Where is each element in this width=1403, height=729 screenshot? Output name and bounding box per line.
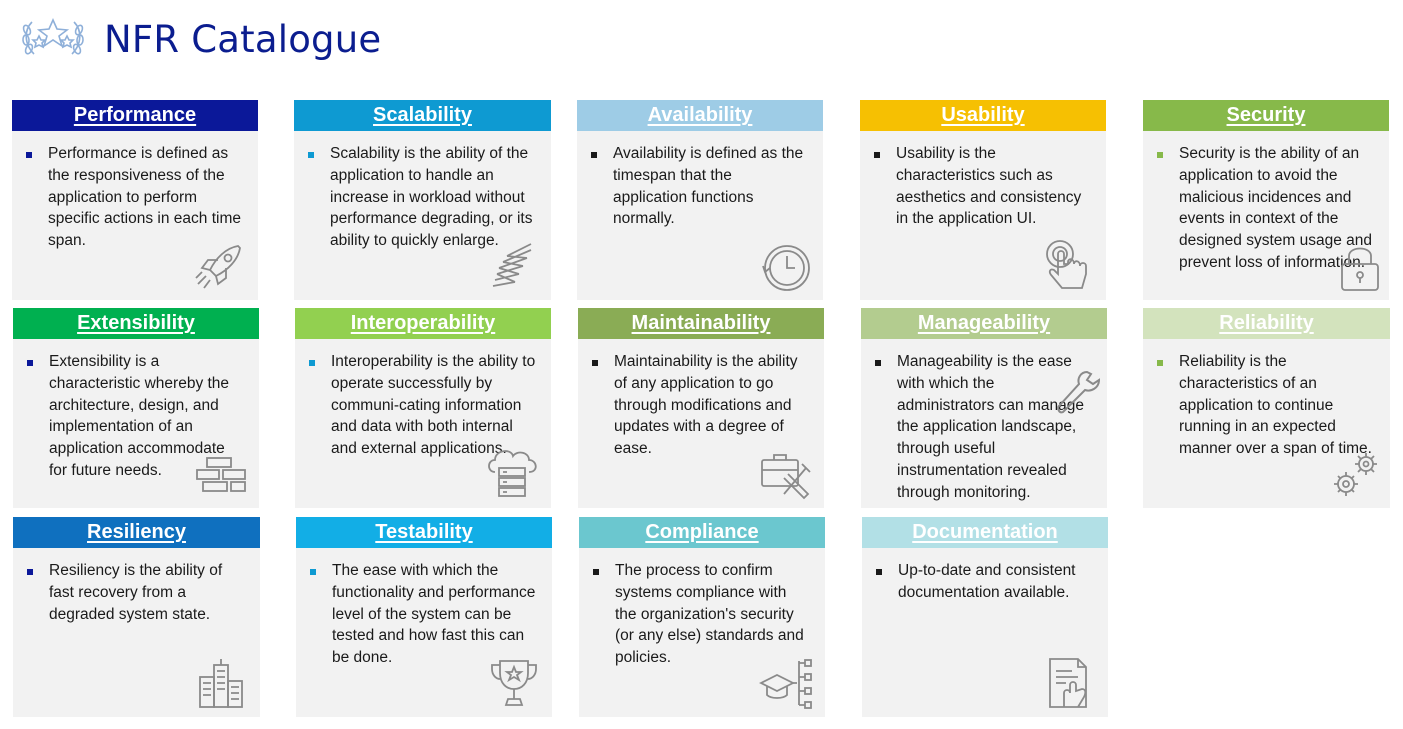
spring-icon — [485, 238, 541, 294]
card-title: Maintainability — [578, 308, 824, 339]
nfr-card-availability — [577, 100, 823, 300]
bullet — [592, 360, 598, 366]
nfr-card-security — [1143, 100, 1389, 300]
nfr-card-interoperability — [295, 308, 551, 508]
nfr-card-maintainability — [578, 308, 824, 508]
card-description: Performance is defined as the responsiveness of the application to perform specific actions in each time span. — [48, 145, 241, 250]
card-title: Compliance — [579, 517, 825, 548]
card-description: The process to confirm systems compliance with the organization's security (or any else) standards and policies. — [615, 562, 804, 667]
card-title: Testability — [296, 517, 552, 548]
card-title: Reliability — [1143, 308, 1390, 339]
bullet — [876, 569, 882, 575]
bullet — [1157, 360, 1163, 366]
bullet — [593, 569, 599, 575]
card-description: Availability is defined as the timespan that the application functions normally. — [613, 145, 804, 228]
card-title: Scalability — [294, 100, 551, 131]
bullet — [308, 152, 314, 158]
nfr-card-reliability — [1143, 308, 1390, 508]
card-description: Up-to-date and consistent documentation available. — [898, 562, 1076, 601]
card-description: Security is the ability of an application to avoid the malicious incidences and events in context of the designed system usage and prevent loss of information. — [1179, 145, 1373, 271]
nfr-card-testability — [296, 517, 552, 717]
card-title: Interoperability — [295, 308, 551, 339]
page-title: NFR Catalogue — [104, 18, 382, 61]
bullet — [309, 360, 315, 366]
nfr-card-compliance — [579, 517, 825, 717]
bullet — [26, 152, 32, 158]
card-description: Usability is the characteristics such as aesthetics and consistency in the application UI. — [896, 145, 1082, 228]
graduation-hierarchy-icon — [759, 655, 815, 711]
clock-icon — [757, 238, 813, 294]
nfr-card-extensibility — [13, 308, 259, 508]
bullet — [591, 152, 597, 158]
card-title: Usability — [860, 100, 1106, 131]
bullet — [310, 569, 316, 575]
card-title: Documentation — [862, 517, 1108, 548]
card-title: Extensibility — [13, 308, 259, 339]
toolbox-icon — [758, 446, 814, 502]
nfr-card-manageability — [861, 308, 1107, 508]
buildings-icon — [194, 655, 250, 711]
nfr-card-documentation — [862, 517, 1108, 717]
card-description: Maintainability is the ability of any application to go through modifications and updates with a degree of ease. — [614, 353, 798, 458]
card-title: Performance — [12, 100, 258, 131]
gears-icon — [1328, 446, 1384, 502]
card-description: Extensibility is a characteristic whereby the architecture, design, and implementation of an application accommodate for future needs. — [49, 353, 230, 479]
card-title: Security — [1143, 100, 1389, 131]
card-description: Scalability is the ability of the application to handle an increase in workload without performance degrading, or its ability to quickly enlarge. — [330, 145, 533, 250]
bullet — [874, 152, 880, 158]
card-title: Resiliency — [13, 517, 260, 548]
bullet — [27, 569, 33, 575]
document-hand-icon — [1042, 655, 1098, 711]
trophy-icon — [486, 655, 542, 711]
nfr-card-resiliency — [13, 517, 260, 717]
wrench-icon — [1053, 368, 1103, 418]
bullet — [1157, 152, 1163, 158]
touch-hand-icon — [1040, 238, 1096, 294]
card-description: Interoperability is the ability to operate successfully by communi-cating information and data with both internal and external applications. — [331, 353, 536, 458]
bullet — [27, 360, 33, 366]
nfr-card-performance — [12, 100, 258, 300]
nfr-card-usability — [860, 100, 1106, 300]
nfr-card-scalability — [294, 100, 551, 300]
card-title: Availability — [577, 100, 823, 131]
cloud-server-icon — [485, 446, 541, 502]
bullet — [875, 360, 881, 366]
card-title: Manageability — [861, 308, 1107, 339]
padlock-icon — [1337, 242, 1383, 294]
card-description: Resiliency is the ability of fast recovery from a degraded system state. — [49, 562, 223, 623]
card-description: Manageability is the ease with which the administrators can manage the application landscape, through useful instrumentation revealed through monitoring. — [897, 353, 1084, 501]
laurel-stars-icon — [20, 14, 86, 62]
card-description: Reliability is the characteristics of an application to continue running in an expected manner over a span of time. — [1179, 353, 1372, 458]
bricks-icon — [193, 446, 249, 502]
card-description: The ease with which the functionality and performance level of the system can be tested and how fast this can be done. — [332, 562, 536, 667]
rocket-icon — [192, 238, 248, 294]
